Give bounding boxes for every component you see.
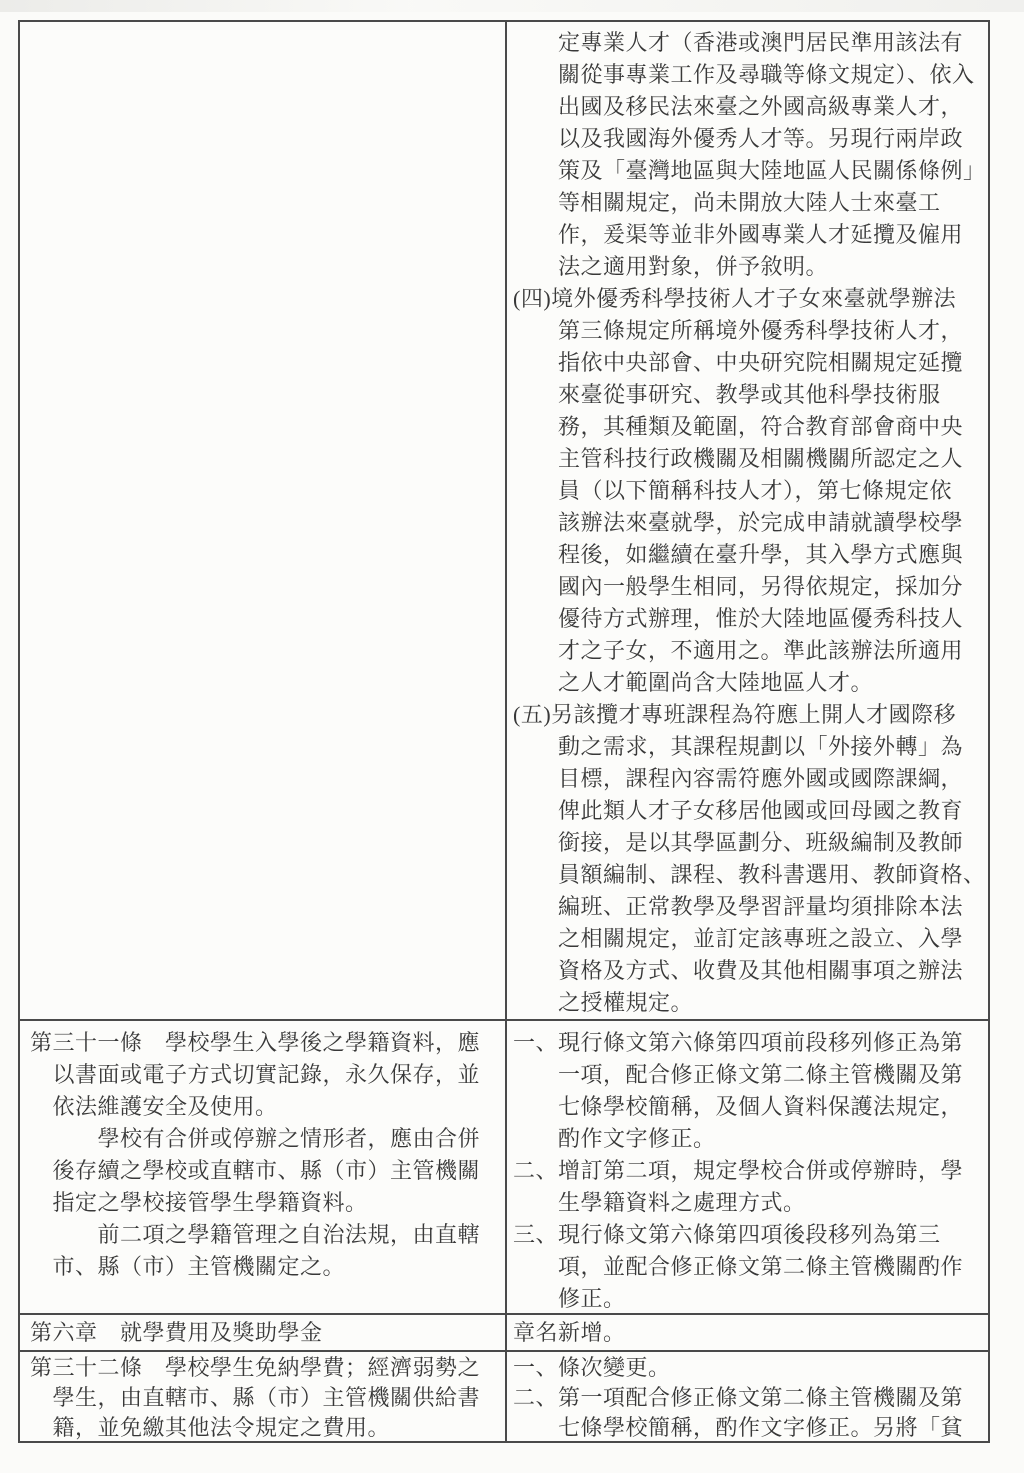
text-line: 法之適用對象，併予敘明。	[558, 254, 829, 279]
text-line: 章名新增。	[513, 1320, 626, 1345]
text-line: 二、第一項配合修正條文第二條主管機關及第	[513, 1385, 964, 1410]
text-line: 銜接，是以其學區劃分、班級編制及教師	[558, 830, 964, 855]
text-line: 策及「臺灣地區與大陸地區人民關係條例」	[558, 158, 986, 183]
text-line: 一、條次變更。	[513, 1355, 671, 1380]
text-line: 修正。	[558, 1286, 626, 1311]
text-line: 以及我國海外優秀人才等。另現行兩岸政	[558, 126, 964, 151]
text-line: 關從事專業工作及尋職等條文規定）、依入	[558, 62, 975, 87]
text-line: 主管科技行政機關及相關機關所認定之人	[558, 446, 964, 471]
text-line: 國內一般學生相同，另得依規定，採加分	[558, 574, 964, 599]
text-line: 一、現行條文第六條第四項前段移列修正為第	[513, 1030, 964, 1055]
text-line: (五)另該攬才專班課程為符應上開人才國際移	[513, 702, 957, 727]
text-line: 出國及移民法來臺之外國高級專業人才，	[558, 94, 964, 119]
text-line: 第三十二條 學校學生免納學費；經濟弱勢之	[30, 1355, 481, 1380]
text-line: 之授權規定。	[558, 990, 694, 1015]
text-line: 七條學校簡稱，酌作文字修正。另將「貧	[558, 1415, 964, 1440]
text-line: 該辦法來臺就學，於完成申請就讀學校學	[558, 510, 964, 535]
row-article-31	[20, 1019, 988, 1313]
text-line: 作，爰渠等並非外國專業人才延攬及僱用	[558, 222, 964, 247]
text-line: 俾此類人才子女移居他國或回母國之教育	[558, 798, 964, 823]
article-cell	[20, 22, 507, 1019]
text-line: 動之需求，其課程規劃以「外接外轉」為	[558, 734, 964, 759]
text-line: 才之子女，不適用之。準此該辦法所適用	[558, 638, 964, 663]
explanation-cell	[507, 1021, 988, 1313]
text-line: 之人才範圍尚含大陸地區人才。	[558, 670, 874, 695]
explanation-cell	[507, 1352, 988, 1441]
text-line: 務，其種類及範圍，符合教育部會商中央	[558, 414, 964, 439]
text-line: 市、縣（市）主管機關定之。	[52, 1254, 346, 1279]
text-line: 第六章 就學費用及獎助學金	[30, 1320, 323, 1345]
explanation-cell	[507, 22, 988, 1019]
text-line: 第三十一條 學校學生入學後之學籍資料，應	[30, 1030, 481, 1055]
text-line: 二、增訂第二項，規定學校合併或停辦時，學	[513, 1158, 964, 1183]
row-article-32	[20, 1350, 988, 1441]
text-line: 指定之學校接管學生學籍資料。	[52, 1190, 368, 1215]
explanation-cell	[507, 1315, 988, 1350]
text-line: 前二項之學籍管理之自治法規，由直轄	[97, 1222, 481, 1247]
text-line: 員額編制、課程、教科書選用、教師資格、	[558, 862, 986, 887]
row-continuation	[20, 22, 988, 1019]
text-line: 生學籍資料之處理方式。	[558, 1190, 806, 1215]
scan-streak-artifact	[0, 0, 1024, 12]
article-cell	[20, 1021, 507, 1313]
text-line: 目標，課程內容需符應外國或國際課綱，	[558, 766, 964, 791]
text-line: 來臺從事研究、教學或其他科學技術服	[558, 382, 941, 407]
law-amendment-comparison-table	[18, 20, 990, 1443]
text-line: 學生，由直轄市、縣（市）主管機關供給書	[52, 1385, 481, 1410]
text-line: 等相關規定，尚未開放大陸人士來臺工	[558, 190, 941, 215]
text-line: 之相關規定，並訂定該專班之設立、入學	[558, 926, 964, 951]
text-line: 優待方式辦理，惟於大陸地區優秀科技人	[558, 606, 964, 631]
text-line: 程後，如繼續在臺升學，其入學方式應與	[558, 542, 964, 567]
row-chapter-6	[20, 1313, 988, 1350]
text-line: 後存續之學校或直轄市、縣（市）主管機關	[52, 1158, 481, 1183]
text-line: 資格及方式、收費及其他相關事項之辦法	[558, 958, 964, 983]
text-line: 定專業人才（香港或澳門居民準用該法有	[558, 30, 964, 55]
text-line: (四)境外優秀科學技術人才子女來臺就學辦法	[513, 286, 957, 311]
text-line: 一項，配合修正條文第二條主管機關及第	[558, 1062, 964, 1087]
text-line: 依法維護安全及使用。	[52, 1094, 278, 1119]
article-cell	[20, 1352, 507, 1441]
text-line: 員（以下簡稱科技人才），第七條規定依	[558, 478, 953, 503]
text-line: 編班、正常教學及學習評量均須排除本法	[558, 894, 964, 919]
text-line: 學校有合併或停辦之情形者，應由合併	[97, 1126, 481, 1151]
text-line: 以書面或電子方式切實記錄，永久保存，並	[52, 1062, 481, 1087]
text-line: 項，並配合修正條文第二條主管機關酌作	[558, 1254, 964, 1279]
text-line: 酌作文字修正。	[558, 1126, 716, 1151]
text-line: 七條學校簡稱，及個人資料保護法規定，	[558, 1094, 964, 1119]
article-cell	[20, 1315, 507, 1350]
text-line: 指依中央部會、中央研究院相關規定延攬	[558, 350, 964, 375]
text-line: 第三條規定所稱境外優秀科學技術人才，	[558, 318, 964, 343]
text-line: 三、現行條文第六條第四項後段移列為第三	[513, 1222, 941, 1247]
text-line: 籍，並免繳其他法令規定之費用。	[52, 1415, 391, 1440]
